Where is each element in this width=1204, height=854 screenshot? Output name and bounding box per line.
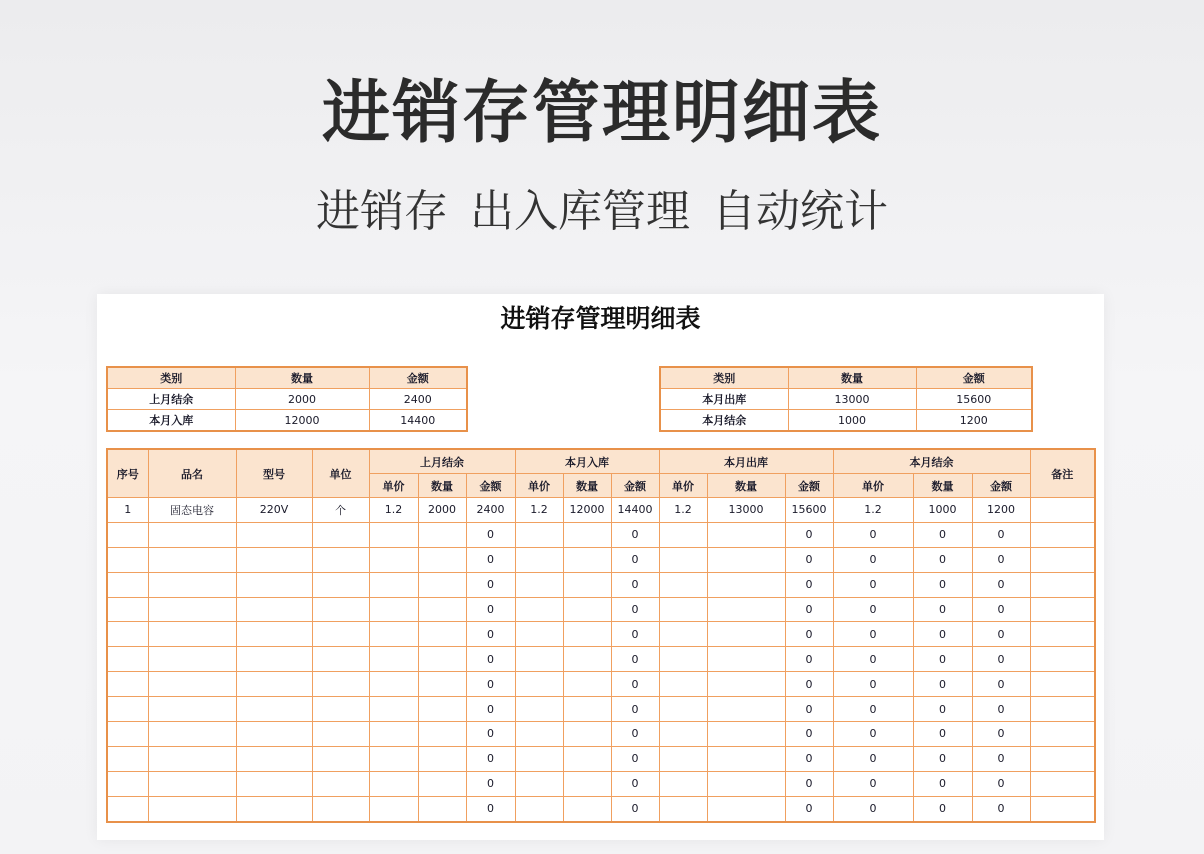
table-row bbox=[107, 597, 1095, 622]
table-cell[interactable] bbox=[107, 622, 148, 647]
table-cell[interactable] bbox=[659, 522, 707, 547]
table-row bbox=[107, 697, 1095, 722]
table-cell[interactable] bbox=[563, 597, 611, 622]
table-cell[interactable] bbox=[369, 746, 418, 771]
sub-header-amount: 金额 bbox=[972, 474, 1030, 498]
table-cell[interactable]: 0 bbox=[833, 722, 913, 747]
table-cell[interactable] bbox=[707, 672, 785, 697]
table-cell[interactable] bbox=[418, 672, 466, 697]
table-cell[interactable] bbox=[515, 622, 563, 647]
table-cell[interactable]: 0 bbox=[833, 746, 913, 771]
table-row bbox=[107, 522, 1095, 547]
table-row bbox=[107, 796, 1095, 821]
table-cell[interactable]: 0 bbox=[913, 697, 972, 722]
table-cell[interactable]: 0 bbox=[611, 796, 659, 821]
summary-row bbox=[660, 410, 1032, 432]
table-cell[interactable] bbox=[1030, 746, 1095, 771]
table-cell[interactable] bbox=[515, 672, 563, 697]
table-cell[interactable]: 0 bbox=[466, 672, 515, 697]
table-cell[interactable]: 0 bbox=[785, 746, 833, 771]
table-cell[interactable] bbox=[1030, 498, 1095, 523]
table-cell[interactable]: 0 bbox=[611, 672, 659, 697]
table-cell[interactable] bbox=[707, 771, 785, 796]
table-cell[interactable]: 2400 bbox=[466, 498, 515, 523]
table-cell[interactable] bbox=[563, 722, 611, 747]
table-cell[interactable]: 0 bbox=[913, 672, 972, 697]
table-cell[interactable] bbox=[312, 796, 369, 821]
summary-header-cell: 数量 bbox=[788, 367, 916, 389]
table-cell[interactable]: 0 bbox=[913, 647, 972, 672]
table-cell[interactable]: 1 bbox=[107, 498, 148, 523]
table-cell[interactable]: 0 bbox=[972, 796, 1030, 821]
table-cell[interactable] bbox=[515, 697, 563, 722]
table-cell[interactable] bbox=[148, 672, 236, 697]
table-cell[interactable] bbox=[148, 796, 236, 821]
summary-row bbox=[107, 410, 467, 432]
table-cell[interactable] bbox=[659, 771, 707, 796]
table-cell[interactable] bbox=[659, 647, 707, 672]
table-cell[interactable] bbox=[659, 697, 707, 722]
summary-table-right bbox=[659, 366, 1033, 432]
table-cell[interactable] bbox=[312, 722, 369, 747]
table-cell[interactable]: 0 bbox=[972, 672, 1030, 697]
table-cell[interactable] bbox=[236, 597, 312, 622]
summary-cell[interactable]: 15600 bbox=[916, 389, 1032, 410]
table-cell[interactable] bbox=[707, 796, 785, 821]
table-cell[interactable]: 0 bbox=[785, 796, 833, 821]
table-cell[interactable]: 0 bbox=[913, 746, 972, 771]
table-cell[interactable] bbox=[418, 622, 466, 647]
table-row bbox=[107, 498, 1095, 523]
table-cell[interactable]: 0 bbox=[833, 547, 913, 572]
table-cell[interactable] bbox=[369, 547, 418, 572]
table-cell[interactable] bbox=[515, 771, 563, 796]
table-cell[interactable] bbox=[312, 547, 369, 572]
table-cell[interactable]: 0 bbox=[972, 572, 1030, 597]
sub-header-qty: 数量 bbox=[563, 474, 611, 498]
table-cell[interactable]: 0 bbox=[611, 522, 659, 547]
table-cell[interactable]: 0 bbox=[972, 746, 1030, 771]
sub-header-qty: 数量 bbox=[913, 474, 972, 498]
table-row bbox=[107, 547, 1095, 572]
table-cell[interactable] bbox=[236, 672, 312, 697]
table-cell[interactable] bbox=[312, 622, 369, 647]
table-cell[interactable]: 1.2 bbox=[369, 498, 418, 523]
table-cell[interactable] bbox=[659, 597, 707, 622]
table-cell[interactable]: 0 bbox=[466, 697, 515, 722]
table-cell[interactable] bbox=[236, 572, 312, 597]
table-cell[interactable] bbox=[707, 697, 785, 722]
table-cell[interactable] bbox=[107, 672, 148, 697]
table-row bbox=[107, 647, 1095, 672]
table-cell[interactable] bbox=[515, 746, 563, 771]
table-cell[interactable] bbox=[563, 622, 611, 647]
table-cell[interactable] bbox=[236, 697, 312, 722]
table-cell[interactable] bbox=[418, 697, 466, 722]
summary-cell[interactable]: 1000 bbox=[788, 410, 916, 432]
table-cell[interactable] bbox=[1030, 697, 1095, 722]
table-cell[interactable] bbox=[369, 522, 418, 547]
sub-header-amount: 金额 bbox=[466, 474, 515, 498]
sub-header-qty: 数量 bbox=[707, 474, 785, 498]
table-cell[interactable]: 0 bbox=[785, 572, 833, 597]
table-cell[interactable] bbox=[312, 572, 369, 597]
table-cell[interactable]: 0 bbox=[611, 746, 659, 771]
table-cell[interactable]: 0 bbox=[785, 547, 833, 572]
table-cell[interactable] bbox=[312, 697, 369, 722]
summary-cell[interactable]: 本月结余 bbox=[660, 410, 788, 432]
table-cell[interactable] bbox=[1030, 672, 1095, 697]
table-cell[interactable] bbox=[148, 522, 236, 547]
sub-header-price: 单价 bbox=[833, 474, 913, 498]
table-cell[interactable]: 0 bbox=[833, 672, 913, 697]
table-cell[interactable] bbox=[515, 547, 563, 572]
table-cell[interactable] bbox=[563, 796, 611, 821]
table-cell[interactable] bbox=[418, 547, 466, 572]
table-cell[interactable]: 0 bbox=[972, 597, 1030, 622]
table-cell[interactable] bbox=[1030, 597, 1095, 622]
table-cell[interactable] bbox=[236, 547, 312, 572]
table-row bbox=[107, 572, 1095, 597]
table-cell[interactable] bbox=[312, 672, 369, 697]
table-cell[interactable]: 0 bbox=[972, 647, 1030, 672]
table-cell[interactable] bbox=[236, 622, 312, 647]
table-cell[interactable]: 0 bbox=[913, 547, 972, 572]
table-cell[interactable]: 个 bbox=[312, 498, 369, 523]
table-cell[interactable] bbox=[1030, 771, 1095, 796]
table-cell[interactable] bbox=[418, 647, 466, 672]
table-cell[interactable] bbox=[107, 697, 148, 722]
summary-header-row bbox=[107, 367, 467, 389]
sub-header-price: 单价 bbox=[515, 474, 563, 498]
table-cell[interactable] bbox=[418, 796, 466, 821]
table-cell[interactable]: 0 bbox=[785, 622, 833, 647]
table-cell[interactable] bbox=[107, 647, 148, 672]
summary-header-cell: 类别 bbox=[660, 367, 788, 389]
table-cell[interactable] bbox=[418, 746, 466, 771]
summary-header-row bbox=[660, 367, 1032, 389]
table-cell[interactable] bbox=[312, 647, 369, 672]
table-cell[interactable] bbox=[515, 572, 563, 597]
table-cell[interactable]: 0 bbox=[466, 746, 515, 771]
table-cell[interactable]: 0 bbox=[913, 722, 972, 747]
table-cell[interactable]: 0 bbox=[466, 597, 515, 622]
table-cell[interactable] bbox=[1030, 647, 1095, 672]
table-cell[interactable] bbox=[1030, 547, 1095, 572]
table-cell[interactable]: 0 bbox=[972, 522, 1030, 547]
table-cell[interactable]: 0 bbox=[785, 771, 833, 796]
table-cell[interactable] bbox=[107, 722, 148, 747]
table-cell[interactable] bbox=[707, 746, 785, 771]
summary-header-cell: 类别 bbox=[107, 367, 235, 389]
summary-header-cell: 金额 bbox=[916, 367, 1032, 389]
table-cell[interactable] bbox=[107, 547, 148, 572]
table-cell[interactable] bbox=[515, 522, 563, 547]
table-cell[interactable] bbox=[707, 572, 785, 597]
table-cell[interactable] bbox=[418, 722, 466, 747]
table-cell[interactable]: 0 bbox=[466, 771, 515, 796]
table-cell[interactable] bbox=[148, 697, 236, 722]
sub-header-amount: 金额 bbox=[611, 474, 659, 498]
table-cell[interactable] bbox=[148, 572, 236, 597]
table-cell[interactable] bbox=[418, 597, 466, 622]
table-cell[interactable] bbox=[659, 722, 707, 747]
table-cell[interactable] bbox=[369, 572, 418, 597]
table-cell[interactable] bbox=[707, 722, 785, 747]
table-cell[interactable] bbox=[369, 647, 418, 672]
table-row bbox=[107, 771, 1095, 796]
table-cell[interactable] bbox=[312, 522, 369, 547]
sub-header-amount: 金额 bbox=[785, 474, 833, 498]
table-cell[interactable] bbox=[369, 697, 418, 722]
table-cell[interactable]: 0 bbox=[833, 647, 913, 672]
table-cell[interactable]: 0 bbox=[913, 597, 972, 622]
table-cell[interactable]: 0 bbox=[466, 547, 515, 572]
sub-header-price: 单价 bbox=[369, 474, 418, 498]
table-cell[interactable]: 0 bbox=[466, 622, 515, 647]
table-cell[interactable] bbox=[563, 647, 611, 672]
summary-cell[interactable]: 2400 bbox=[369, 389, 467, 410]
table-cell[interactable] bbox=[312, 597, 369, 622]
table-cell[interactable]: 14400 bbox=[611, 498, 659, 523]
table-cell[interactable] bbox=[107, 522, 148, 547]
table-cell[interactable] bbox=[148, 622, 236, 647]
table-cell[interactable] bbox=[107, 771, 148, 796]
table-cell[interactable] bbox=[707, 647, 785, 672]
table-cell[interactable] bbox=[1030, 622, 1095, 647]
table-cell[interactable] bbox=[107, 572, 148, 597]
table-cell[interactable] bbox=[148, 746, 236, 771]
summary-cell[interactable]: 2000 bbox=[235, 389, 369, 410]
table-cell[interactable] bbox=[563, 522, 611, 547]
table-cell[interactable] bbox=[515, 597, 563, 622]
summary-cell[interactable]: 1200 bbox=[916, 410, 1032, 432]
inventory-table bbox=[106, 448, 1096, 823]
table-cell[interactable]: 0 bbox=[913, 771, 972, 796]
sub-header-qty: 数量 bbox=[418, 474, 466, 498]
table-cell[interactable]: 0 bbox=[611, 722, 659, 747]
table-cell[interactable] bbox=[418, 522, 466, 547]
table-cell[interactable] bbox=[1030, 796, 1095, 821]
column-header-remark: 备注 bbox=[1030, 449, 1095, 498]
table-row bbox=[107, 672, 1095, 697]
table-cell[interactable]: 0 bbox=[972, 697, 1030, 722]
table-cell[interactable]: 13000 bbox=[707, 498, 785, 523]
table-cell[interactable]: 0 bbox=[833, 597, 913, 622]
group-header-balance: 本月结余 bbox=[833, 449, 1030, 474]
table-cell[interactable] bbox=[515, 796, 563, 821]
table-cell[interactable] bbox=[707, 547, 785, 572]
summary-cell[interactable]: 12000 bbox=[235, 410, 369, 432]
table-cell[interactable] bbox=[236, 722, 312, 747]
table-row bbox=[107, 622, 1095, 647]
summary-row bbox=[660, 389, 1032, 410]
table-cell[interactable] bbox=[418, 572, 466, 597]
summary-header-cell: 金额 bbox=[369, 367, 467, 389]
table-cell[interactable] bbox=[148, 547, 236, 572]
sheet-title: 进销存管理明细表 bbox=[500, 304, 701, 333]
table-cell[interactable]: 0 bbox=[972, 547, 1030, 572]
table-cell[interactable]: 220V bbox=[236, 498, 312, 523]
table-cell[interactable]: 0 bbox=[913, 796, 972, 821]
page-title: 进销存管理明细表 bbox=[321, 74, 882, 153]
table-cell[interactable]: 1200 bbox=[972, 498, 1030, 523]
page-subtitle: 进销存 出入库管理 自动统计 bbox=[316, 186, 888, 237]
table-cell[interactable] bbox=[369, 597, 418, 622]
table-row bbox=[107, 746, 1095, 771]
table-cell[interactable]: 0 bbox=[833, 572, 913, 597]
table-cell[interactable] bbox=[236, 522, 312, 547]
table-cell[interactable] bbox=[369, 722, 418, 747]
table-cell[interactable]: 0 bbox=[833, 796, 913, 821]
table-cell[interactable] bbox=[148, 647, 236, 672]
table-cell[interactable] bbox=[369, 672, 418, 697]
table-cell[interactable]: 0 bbox=[611, 572, 659, 597]
table-cell[interactable]: 0 bbox=[913, 522, 972, 547]
table-cell[interactable]: 12000 bbox=[563, 498, 611, 523]
summary-cell[interactable]: 13000 bbox=[788, 389, 916, 410]
table-cell[interactable]: 0 bbox=[466, 722, 515, 747]
table-cell[interactable] bbox=[659, 622, 707, 647]
table-cell[interactable] bbox=[148, 597, 236, 622]
table-cell[interactable] bbox=[312, 746, 369, 771]
table-cell[interactable] bbox=[236, 796, 312, 821]
table-cell[interactable] bbox=[563, 547, 611, 572]
summary-header-cell: 数量 bbox=[235, 367, 369, 389]
table-cell[interactable] bbox=[659, 572, 707, 597]
table-cell[interactable] bbox=[515, 722, 563, 747]
table-cell[interactable]: 0 bbox=[466, 522, 515, 547]
table-cell[interactable] bbox=[369, 622, 418, 647]
table-cell[interactable]: 固态电容 bbox=[148, 498, 236, 523]
table-cell[interactable] bbox=[369, 771, 418, 796]
table-cell[interactable]: 1.2 bbox=[833, 498, 913, 523]
table-cell[interactable] bbox=[707, 522, 785, 547]
summary-cell[interactable]: 本月入库 bbox=[107, 410, 235, 432]
table-cell[interactable]: 0 bbox=[466, 796, 515, 821]
table-cell[interactable] bbox=[148, 722, 236, 747]
table-cell[interactable]: 0 bbox=[785, 647, 833, 672]
table-cell[interactable]: 1.2 bbox=[659, 498, 707, 523]
table-cell[interactable] bbox=[312, 771, 369, 796]
sub-header-price: 单价 bbox=[659, 474, 707, 498]
table-cell[interactable]: 1.2 bbox=[515, 498, 563, 523]
summary-cell[interactable]: 14400 bbox=[369, 410, 467, 432]
table-cell[interactable] bbox=[659, 547, 707, 572]
spreadsheet-preview bbox=[97, 294, 1104, 840]
table-cell[interactable] bbox=[515, 647, 563, 672]
table-row bbox=[107, 722, 1095, 747]
group-header-last-month: 上月结余 bbox=[369, 449, 515, 474]
summary-row bbox=[107, 389, 467, 410]
table-cell[interactable] bbox=[707, 622, 785, 647]
table-cell[interactable] bbox=[659, 746, 707, 771]
table-cell[interactable]: 0 bbox=[972, 722, 1030, 747]
summary-cell[interactable]: 上月结余 bbox=[107, 389, 235, 410]
table-cell[interactable]: 1000 bbox=[913, 498, 972, 523]
table-cell[interactable]: 0 bbox=[833, 771, 913, 796]
table-cell[interactable]: 0 bbox=[785, 672, 833, 697]
table-cell[interactable] bbox=[563, 672, 611, 697]
column-header-model: 型号 bbox=[236, 449, 312, 498]
table-cell[interactable]: 0 bbox=[611, 547, 659, 572]
table-cell[interactable] bbox=[563, 771, 611, 796]
table-cell[interactable]: 0 bbox=[785, 697, 833, 722]
table-cell[interactable]: 0 bbox=[833, 697, 913, 722]
table-cell[interactable] bbox=[148, 771, 236, 796]
table-cell[interactable] bbox=[236, 647, 312, 672]
table-cell[interactable] bbox=[659, 796, 707, 821]
table-cell[interactable] bbox=[563, 697, 611, 722]
table-cell[interactable]: 0 bbox=[972, 771, 1030, 796]
table-cell[interactable]: 0 bbox=[611, 771, 659, 796]
summary-table-left bbox=[106, 366, 468, 432]
table-cell[interactable]: 0 bbox=[611, 697, 659, 722]
table-cell[interactable] bbox=[1030, 522, 1095, 547]
group-header-stock-in: 本月入库 bbox=[515, 449, 659, 474]
table-cell[interactable] bbox=[563, 746, 611, 771]
table-cell[interactable] bbox=[107, 796, 148, 821]
table-cell[interactable]: 0 bbox=[611, 597, 659, 622]
table-body bbox=[107, 498, 1095, 822]
table-cell[interactable] bbox=[659, 672, 707, 697]
table-cell[interactable]: 0 bbox=[785, 597, 833, 622]
table-cell[interactable]: 0 bbox=[913, 572, 972, 597]
table-cell[interactable] bbox=[107, 597, 148, 622]
table-cell[interactable] bbox=[1030, 722, 1095, 747]
table-cell[interactable]: 0 bbox=[913, 622, 972, 647]
table-cell[interactable]: 0 bbox=[611, 622, 659, 647]
table-cell[interactable]: 0 bbox=[785, 522, 833, 547]
table-cell[interactable]: 0 bbox=[833, 522, 913, 547]
column-header-index: 序号 bbox=[107, 449, 148, 498]
table-cell[interactable]: 2000 bbox=[418, 498, 466, 523]
table-cell[interactable] bbox=[1030, 572, 1095, 597]
column-header-product: 品名 bbox=[148, 449, 236, 498]
table-cell[interactable]: 0 bbox=[611, 647, 659, 672]
column-header-unit: 单位 bbox=[312, 449, 369, 498]
table-cell[interactable] bbox=[707, 597, 785, 622]
table-cell[interactable] bbox=[236, 746, 312, 771]
table-cell[interactable]: 0 bbox=[833, 622, 913, 647]
table-cell[interactable]: 0 bbox=[466, 572, 515, 597]
summary-cell[interactable]: 本月出库 bbox=[660, 389, 788, 410]
table-group-header-row bbox=[107, 449, 1095, 474]
table-cell[interactable] bbox=[418, 771, 466, 796]
group-header-stock-out: 本月出库 bbox=[659, 449, 833, 474]
table-cell[interactable] bbox=[107, 746, 148, 771]
table-cell[interactable] bbox=[236, 771, 312, 796]
table-cell[interactable]: 0 bbox=[466, 647, 515, 672]
table-cell[interactable] bbox=[369, 796, 418, 821]
table-cell[interactable]: 15600 bbox=[785, 498, 833, 523]
table-cell[interactable]: 0 bbox=[972, 622, 1030, 647]
table-cell[interactable]: 0 bbox=[785, 722, 833, 747]
table-cell[interactable] bbox=[563, 572, 611, 597]
